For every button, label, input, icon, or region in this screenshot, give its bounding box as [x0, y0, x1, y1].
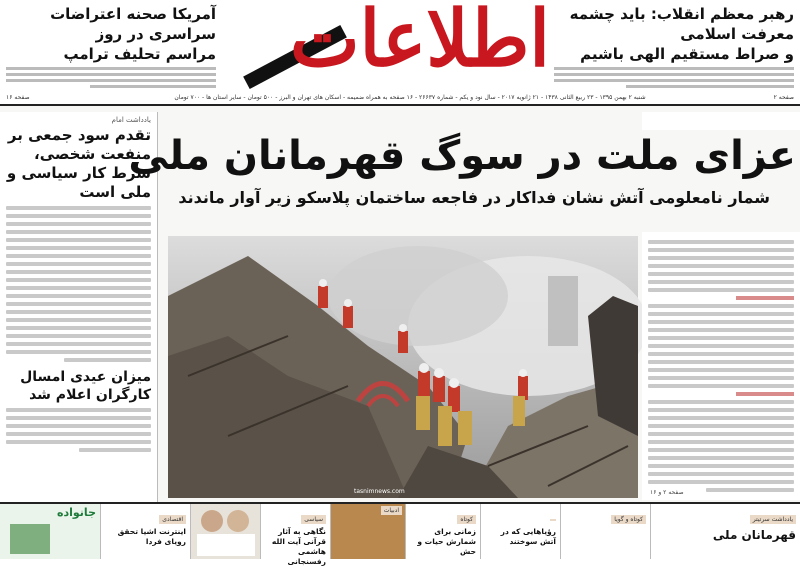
page-ref-left: صفحه ۱۶: [6, 94, 30, 101]
bottom-cell-quran[interactable]: [260, 504, 330, 566]
bottom-cell-title: اینترنت اشیا تحقق رویای فردا: [117, 527, 186, 546]
left-teaser-body: [6, 67, 216, 88]
right-upper-band: [642, 112, 800, 130]
family-thumbnail: [10, 524, 50, 554]
bottom-cell-iot[interactable]: [100, 504, 190, 559]
page-ref-right: صفحه ۲: [773, 94, 794, 101]
bottom-cell-literature[interactable]: [330, 504, 405, 559]
newspaper-logo: [250, 2, 550, 98]
photo-credit: tasnimnews.com: [354, 488, 405, 495]
bottom-cell-dreams[interactable]: [480, 504, 560, 559]
left-teaser-headline-2[interactable]: مراسم تحلیف ترامپ: [63, 45, 216, 63]
left-column-body: [6, 206, 151, 362]
right-teaser-headline-2[interactable]: و صراط مستقیم الهی باشیم: [580, 45, 794, 63]
bottom-cell-short[interactable]: [560, 504, 650, 559]
main-headline[interactable]: عزای ملت در سوگ قهرمانان ملی: [128, 133, 796, 179]
right-teaser-headline-1[interactable]: رهبر معظم انقلاب: باید چشمه معرفت اسلامی: [569, 5, 794, 43]
left-column-title[interactable]: تقدم سود جمعی بر منفعت شخصی، شرط کار سیاسی و ملی است: [6, 126, 151, 201]
left-column-subhead[interactable]: میزان عیدی امسال کارگران اعلام شد: [20, 369, 151, 403]
bottom-cell-title: جانواده: [57, 506, 96, 519]
lead-photo[interactable]: [168, 236, 638, 498]
bottom-cell-title: قهرمانان ملی: [712, 528, 796, 542]
left-teaser: [6, 4, 216, 91]
left-column-body-2: [6, 408, 151, 452]
bottom-cell-category: [550, 519, 556, 521]
bottom-cell-editorial[interactable]: [650, 504, 800, 559]
right-column-page-ref: صفحه ۲ و ۱۶: [650, 489, 684, 496]
right-teaser-body: [554, 67, 794, 88]
main-subheadline[interactable]: شمار نامعلومی آتش نشان فداکار در فاجعه ساختمان پلاسکو زیر آوار ماندند: [178, 188, 770, 207]
bottom-cell-title: نگاهی به آثار قرآنی آیت الله هاشمی رفسنجانی: [271, 527, 326, 566]
bottom-cell-title: رؤیاهایی که در آتش سوختند: [500, 527, 556, 546]
portrait-icon: [227, 510, 249, 532]
logo-text: اطلاعات: [290, 0, 550, 85]
bottom-cell-category: ادبیات: [381, 506, 402, 515]
left-teaser-headline-1[interactable]: آمریکا صحنه اعتراضات سراسری در روز: [50, 5, 216, 43]
bottom-cell-category: اقتصادی: [159, 515, 186, 524]
dateline: شنبه ۲ بهمن ۱۳۹۵ - ۲۳ ربیع الثانی ۱۴۳۸ - ۲۱ ژانویه ۲۰۱۷ - سال نود و یکم - شماره ۲۶۶۳۷ - ۱۶ صفحه به همراه ضمیمه - اسکان های تهران و البرز - ۵۰۰ تومان - سایر استان ها - ۷۰۰ تومان: [174, 94, 646, 101]
bottom-cell-title: زمانی برای شمارش حیات و حش: [417, 527, 476, 556]
portrait-icon: [201, 510, 223, 532]
left-column-kicker: یادداشت امام: [111, 116, 151, 124]
bottom-cell-category: سیاسی: [301, 515, 326, 524]
bottom-cell-category: کوتاه: [457, 515, 476, 524]
masthead: [0, 0, 800, 106]
bottom-cell-wildlife[interactable]: [405, 504, 480, 559]
bottom-cell-portrait[interactable]: [190, 504, 260, 559]
clothing-shape: [197, 534, 255, 556]
bottom-teaser-strip: [0, 502, 800, 566]
bottom-cell-category: یادداشت سرتیتر: [750, 515, 796, 524]
news-agency-watermark-icon: [348, 361, 418, 421]
bottom-cell-category: کوتاه و گویا: [611, 515, 646, 524]
right-teaser: [554, 4, 794, 91]
right-column: [642, 232, 800, 500]
bottom-cell-family[interactable]: [0, 504, 100, 559]
